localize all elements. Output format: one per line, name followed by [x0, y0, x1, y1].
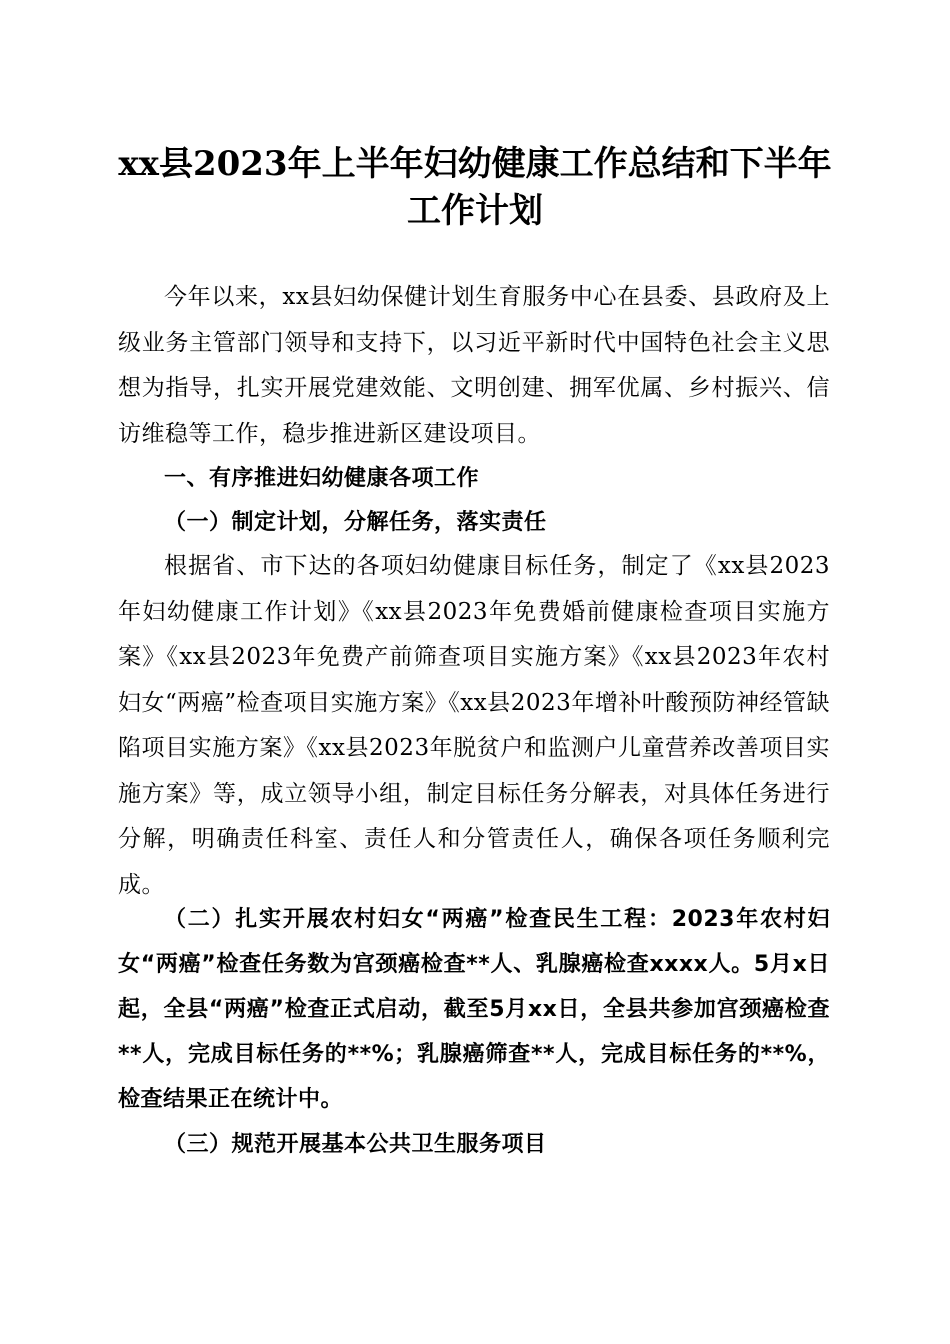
section-heading-1: 一、有序推进妇幼健康各项工作 — [164, 466, 480, 491]
subsection-heading-1: （一）制定计划，分解任务，落实责任 — [164, 509, 547, 535]
subsection-2-paragraph: （二）扎实开展农村妇女“两癌”检查民生工程：2023年农村妇女“两癌”检查任务数为宫颈癌检查**人、乳腺癌检查xxxx人。5月x日起，全县“两癌”检查正式启动，截至5月xx日，全县共参加宫颈癌检查**人，完成目标任务的**%；乳腺癌筛查**人，完成目标任务的**%，检查结果正在统计中。 — [118, 907, 830, 1112]
subsection-heading-3: （三）规范开展基本公共卫生服务项目 — [164, 1131, 547, 1157]
document-title: xx县2023年上半年妇幼健康工作总结和下半年工作计划 — [118, 144, 832, 231]
intro-paragraph: 今年以来，xx县妇幼保健计划生育服务中心在县委、县政府及上级业务主管部门领导和支持下，以习近平新时代中国特色社会主义思想为指导，扎实开展党建效能、文明创建、拥军优属、乡村振兴、信访维稳等工作，稳步推进新区建设项目。 — [118, 284, 830, 447]
subsection-1-paragraph: 根据省、市下达的各项妇幼健康目标任务，制定了《xx县2023年妇幼健康工作计划》《xx县2023年免费婚前健康检查项目实施方案》《xx县2023年免费产前筛查项目实施方案》《xx县2023年农村妇女“两癌”检查项目实施方案》《xx县2023年增补叶酸预防神经管缺陷项目实施方案》《xx县2023年脱贫户和监测户儿童营养改善项目实施方案》等，成立领导小组，制定目标任务分解表，对具体任务进行分解，明确责任科室、责任人和分管责任人，确保各项任务顺利完成。 — [118, 553, 830, 898]
